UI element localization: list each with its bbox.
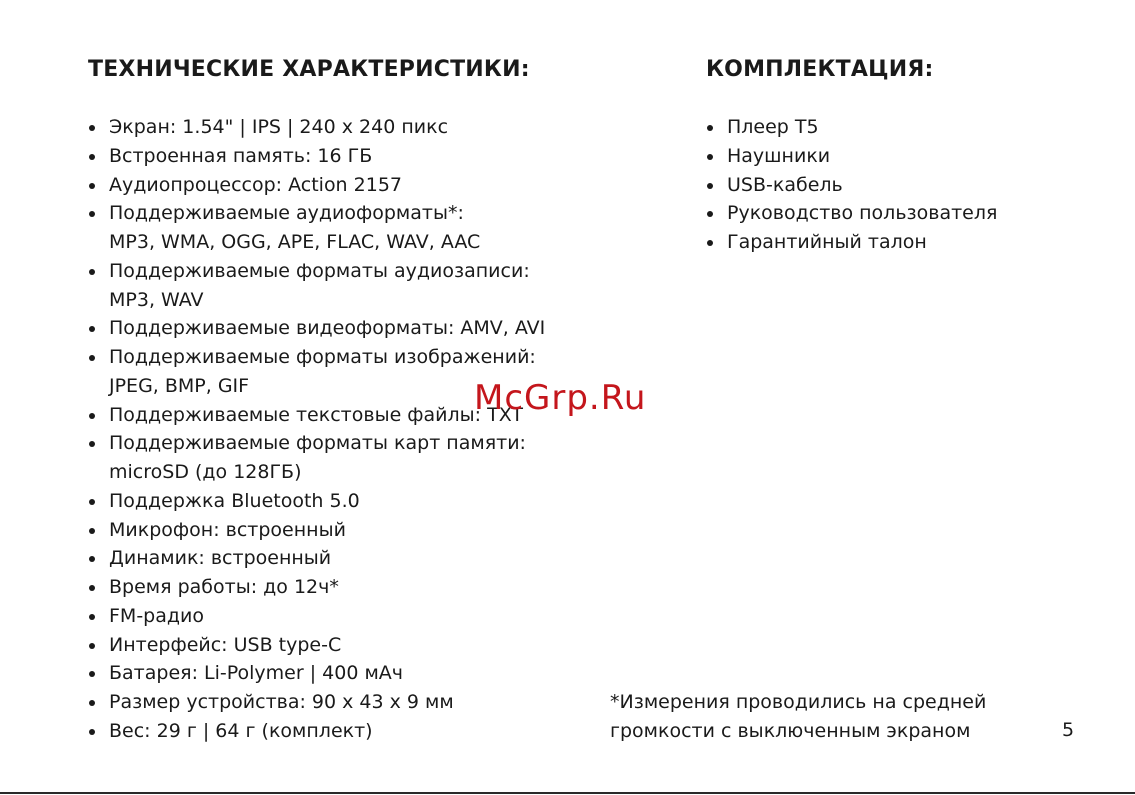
watermark: McGrp.Ru [474,378,647,418]
spec-battery-life-text: Время работы: до 12ч* [109,576,339,598]
spec-fm-radio-text: FM-радио [109,604,204,627]
kit-item-warranty-card [706,228,997,257]
footnote [610,688,986,746]
spec-audio-formats-values: MP3, WMA, OGG, APE, FLAC, WAV, AAC [109,231,481,253]
spec-recording-formats-label: Поддерживаемые форматы аудиозаписи: [109,259,530,282]
spec-video-formats-text: Поддерживаемые видеоформаты: AMV, AVI [109,317,546,340]
spec-item-recording-formats [88,257,545,315]
spec-microphone-text: Микрофон: встроенный [109,518,346,541]
specs-list [88,113,545,746]
kit-list [706,113,997,257]
spec-image-formats-label: Поддерживаемые форматы изображений: [109,346,536,368]
spec-bluetooth-text: Поддержка Bluetooth 5.0 [109,489,360,512]
kit-item-user-manual [706,199,997,228]
page-number: 5 [1062,719,1075,741]
spec-item-memory [88,142,545,171]
spec-item-battery [88,659,545,688]
kit-usb-cable-text: USB-кабель [727,173,843,196]
spec-item-bluetooth [88,487,545,516]
spec-item-dimensions [88,688,545,717]
spec-audio-processor-text: Аудиопроцессор: Action 2157 [109,173,402,196]
spec-memory-text: Встроенная память: 16 ГБ [109,144,373,167]
footnote-line-2: громкости с выключенным экраном [610,720,971,742]
kit-item-player [706,113,997,142]
bottom-divider [0,792,1135,794]
kit-item-usb-cable [706,171,997,200]
spec-screen-text: Экран: 1.54" | IPS | 240 x 240 пикс [109,116,449,138]
kit-player-text: Плеер T5 [727,116,819,138]
spec-text-files-text: Поддерживаемые текстовые файлы: TXT [109,403,524,426]
kit-user-manual-text: Руководство пользователя [727,202,998,225]
spec-item-screen [88,113,545,142]
kit-headphones-text: Наушники [727,144,831,167]
spec-item-memory-cards [88,429,545,487]
footnote-line-1: *Измерения проводились на средней [610,691,987,713]
spec-audio-formats-label: Поддерживаемые аудиоформаты*: [109,202,464,225]
spec-item-video-formats [88,314,545,343]
spec-item-speaker [88,544,545,573]
spec-item-audio-formats [88,199,545,257]
spec-item-microphone [88,516,545,545]
kit-heading: КОМПЛЕКТАЦИЯ: [706,57,934,82]
spec-item-audio-processor [88,171,545,200]
spec-recording-formats-values: MP3, WAV [109,288,204,311]
spec-weight-text: Вес: 29 г | 64 г (комплект) [109,719,373,742]
spec-memory-cards-label: Поддерживаемые форматы карт памяти: [109,432,526,455]
spec-battery-text: Батарея: Li-Polymer | 400 мАч [109,662,404,685]
spec-item-weight [88,717,545,746]
spec-item-fm-radio [88,602,545,631]
kit-warranty-card-text: Гарантийный талон [727,231,927,253]
specs-heading: ТЕХНИЧЕСКИЕ ХАРАКТЕРИСТИКИ: [88,57,530,82]
kit-item-headphones [706,142,997,171]
spec-speaker-text: Динамик: встроенный [109,547,332,570]
spec-image-formats-values: JPEG, BMP, GIF [109,374,250,397]
spec-item-interface [88,631,545,660]
spec-item-battery-life [88,573,545,602]
spec-dimensions-text: Размер устройства: 90 x 43 x 9 мм [109,691,454,713]
spec-interface-text: Интерфейс: USB type-C [109,633,342,656]
spec-memory-cards-values: microSD (до 128ГБ) [109,461,302,483]
